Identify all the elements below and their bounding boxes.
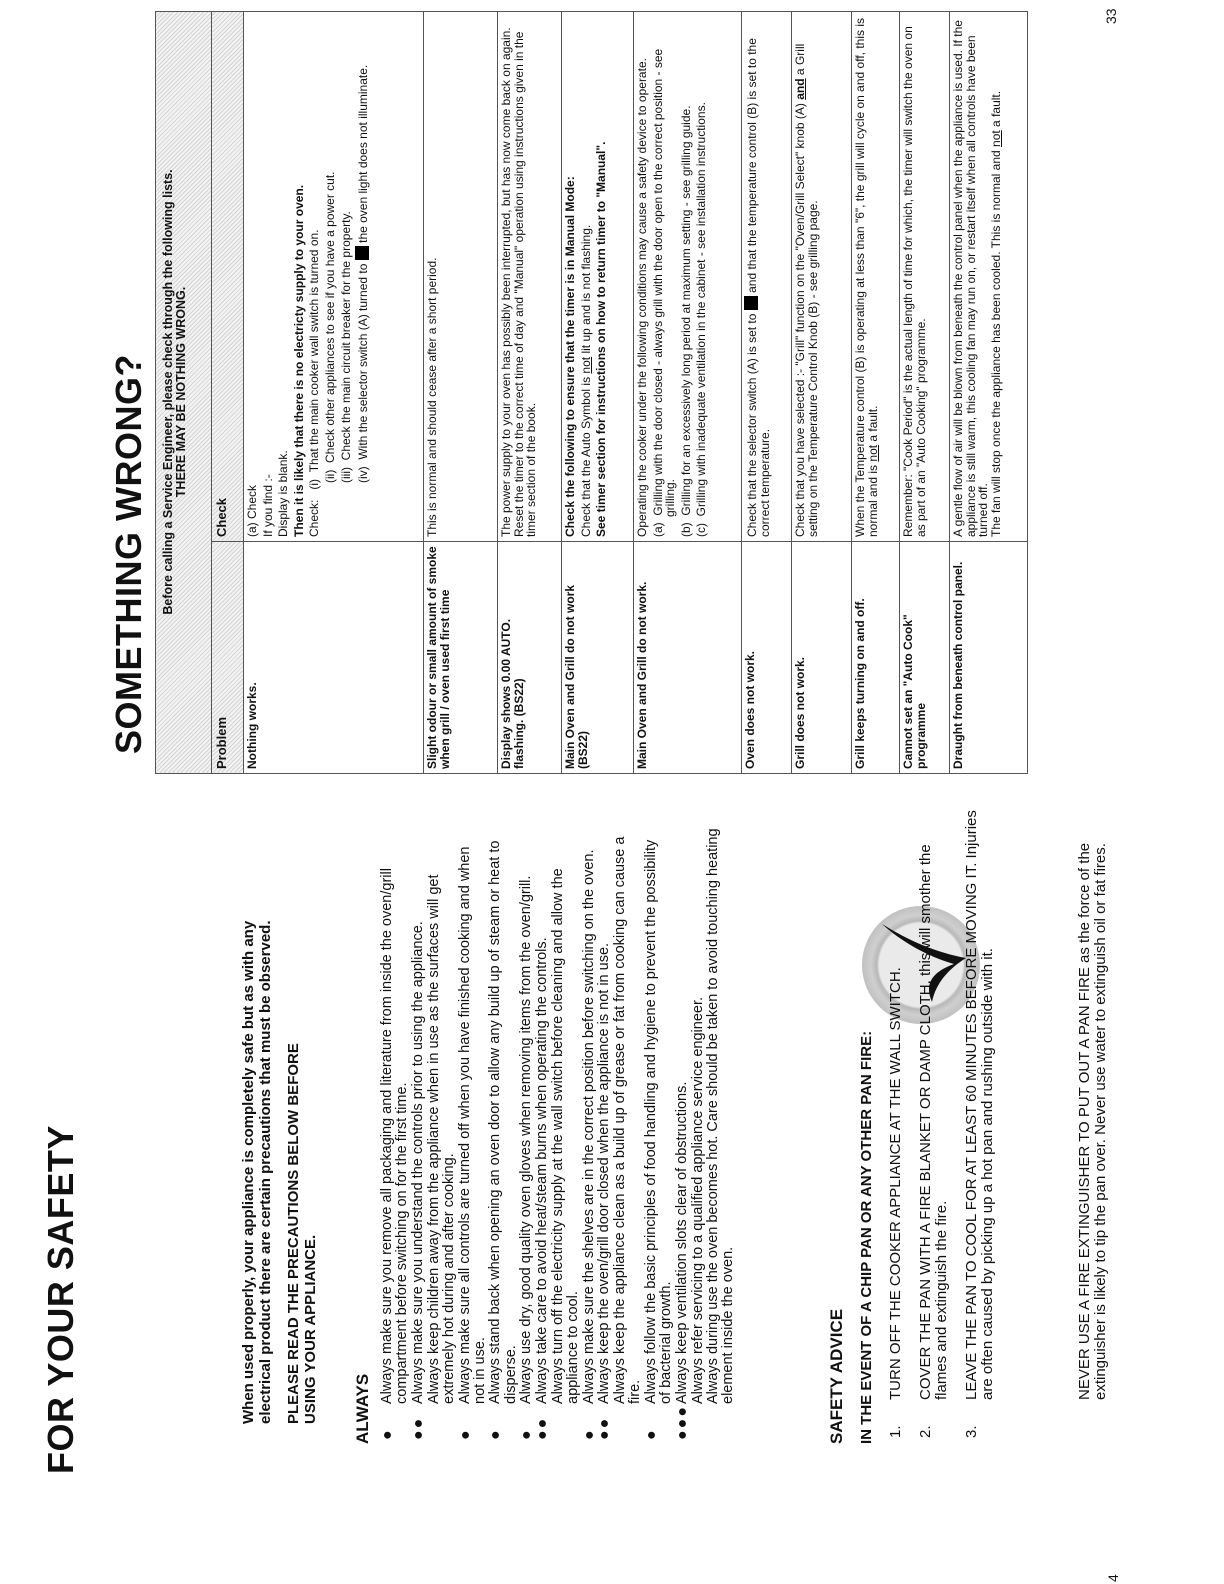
text-run: Always refer servicing to a qualified appliance service engineer. xyxy=(689,996,706,1404)
page-number: 4 xyxy=(1105,1574,1121,1582)
bullet-icon: ●● xyxy=(534,1416,552,1440)
problem-cell: Oven does not work. xyxy=(742,542,792,774)
troubleshooting-table xyxy=(155,11,1028,774)
table-row xyxy=(900,11,950,773)
advice-list xyxy=(888,804,1010,1444)
text-run: Before calling a Service Engineer, please check through the following lists. xyxy=(161,169,175,615)
text-run: Display is blank. xyxy=(276,450,291,537)
text-run: Display shows 0.00 AUTO. xyxy=(499,618,513,769)
text-run: 2. xyxy=(917,1425,934,1438)
list-item xyxy=(458,824,488,1444)
list-item xyxy=(613,824,643,1444)
problem-cell xyxy=(498,542,562,774)
problem-cell: Cannot set an "Auto Cook" programme xyxy=(900,542,950,774)
problem-cell: Main Oven and Grill do not work (BS22) xyxy=(562,542,634,774)
text-run: (a) Check xyxy=(245,484,259,537)
text-run: Check that you have selected :- "Grill" function on the "Oven/Grill Select" knob (A) xyxy=(793,103,807,537)
list-item xyxy=(488,824,518,1444)
text-run: Check the following to ensure that the timer is in Manual Mode: xyxy=(563,176,577,537)
text-run: Always keep children away from the appliance when in use as the surfaces will get extremely hot during and after cooking. xyxy=(425,874,457,1404)
text-run: Grilling with inadequate ventilation in the cabinet - see installation instructions. xyxy=(694,102,709,517)
table-header xyxy=(212,11,244,773)
text-run: a fault. xyxy=(865,405,880,442)
table-row xyxy=(424,11,498,773)
check-cell: The power supply to your oven has possibly been interrupted, but has now come back on again. Reset the timer to the correct time of day and "Manual" operation using instructions given in the timer section of the book. xyxy=(498,11,562,541)
oven-light-symbol-icon xyxy=(744,296,758,310)
troubleshooting-title: SOMETHING WRONG? xyxy=(108,354,149,754)
text-run: Always make sure you remove all packaging and literature from inside the oven/grill compartment before switching on for the first time. xyxy=(379,868,411,1404)
always-list xyxy=(380,824,737,1444)
text-run: Always keep the oven/grill door closed when the appliance is not in use. xyxy=(596,942,613,1404)
table-row xyxy=(244,11,424,773)
check-cell: This is normal and should cease after a short period. xyxy=(424,11,498,541)
list-item xyxy=(427,824,457,1444)
text-run: Always during use the oven becomes hot. Care should be taken to avoid touching heating element inside the oven. xyxy=(705,828,737,1404)
always-heading: ALWAYS xyxy=(353,1373,372,1444)
table-row xyxy=(792,11,852,773)
bullet-icon: ● xyxy=(456,1428,474,1440)
text-run: a Grill setting on the Temperature Control Knob (B) - see grilling page. xyxy=(793,43,820,537)
text-run: not xyxy=(865,444,880,462)
text-run: Always use dry, good quality oven gloves when removing items from the oven/grill. xyxy=(518,875,535,1404)
text-run: Check that the Auto Symbol is xyxy=(578,376,593,537)
text-run: TURN OFF THE COOKER APPLIANCE AT THE WALL SWITCH. xyxy=(887,967,904,1400)
text-run: (ii) xyxy=(322,469,337,483)
bullet-icon: ●● xyxy=(409,1416,427,1440)
text-run: Then it is likely that there is no electricty supply to your oven. xyxy=(291,184,306,537)
text-run: Check that the selector switch (A) is set to xyxy=(745,313,759,537)
text-run: With the selector switch (A) turned to xyxy=(356,263,371,460)
check-cell xyxy=(244,11,424,541)
text-run: COVER THE PAN WITH A FIRE BLANKET OR DAMP CLOTH, this will smother the flames and extinguish the fire. xyxy=(917,844,950,1400)
text-run: 3. xyxy=(963,1425,980,1438)
column-header-check: Check xyxy=(212,11,244,541)
list-item xyxy=(675,824,690,1444)
extinguisher-warning: NEVER USE A FIRE EXTINGUISHER TO PUT OUT A PAN FIRE as the force of the extinguisher is likely to tip the pan over. Never use water to extinguish oil or fat fires. xyxy=(1076,842,1109,1400)
pan-fire-heading: IN THE EVENT OF A CHIP PAN OR ANY OTHER PAN FIRE: xyxy=(858,1030,875,1444)
safety-advice-heading: SAFETY ADVICE xyxy=(827,1308,846,1444)
bullet-icon: ● xyxy=(580,1428,598,1440)
text-run: That the main cooker wall switch is turned on. xyxy=(307,229,322,473)
problem-cell: Slight odour or small amount of smoke when grill / oven used first time xyxy=(424,542,498,774)
table-banner xyxy=(156,11,212,773)
list-item xyxy=(888,804,904,1444)
text-run: Always keep ventilation slots clear of obstructions. xyxy=(673,1081,690,1404)
oven-light-symbol-icon xyxy=(355,246,369,260)
precaution-note: PLEASE READ THE PRECAUTIONS BELOW BEFORE USING YOUR APPLIANCE. xyxy=(285,1043,319,1424)
problem-cell: Nothing works. xyxy=(244,542,424,774)
table-row xyxy=(742,11,792,773)
safety-title: FOR YOUR SAFETY xyxy=(40,1125,81,1474)
text-run: not xyxy=(988,130,1003,147)
text-run: 1. xyxy=(887,1425,904,1438)
text-run: (a) xyxy=(650,522,665,537)
table-row xyxy=(498,11,562,773)
table-row xyxy=(852,11,900,773)
text-run: A gentle flow of air will be blown from beneath the control panel when the appliance is used. If the appliance is still warm, this cooling fan may run on, or restart itself when all controls have been turned off. xyxy=(951,20,991,537)
list-item xyxy=(519,824,534,1444)
check-cell: Remember: "Cook Period" is the actual length of time for which, the timer will switch the oven on as part of an "Auto Cooking" programme. xyxy=(900,11,950,541)
problem-cell: Grill does not work. xyxy=(792,542,852,774)
text-run: Always take care to avoid heat/steam burns when operating the controls. xyxy=(534,937,551,1404)
text-run: (iv) xyxy=(356,466,371,483)
text-run: Always stand back when opening an oven door to allow any build up of steam or heat to disperse. xyxy=(487,840,519,1404)
check-cell xyxy=(562,11,634,541)
problem-cell: Grill keeps turning on and off. xyxy=(852,542,900,774)
column-header-problem: Problem xyxy=(212,542,244,774)
text-run: (iii) xyxy=(338,467,353,483)
text-run: Always make sure you understand the controls prior to using the appliance. xyxy=(409,921,426,1404)
list-item xyxy=(706,824,736,1444)
text-run: a fault. xyxy=(988,90,1003,127)
list-item xyxy=(535,824,550,1444)
list-item xyxy=(380,824,410,1444)
safety-intro: When used properly, your appliance is completely safe but as with any electrical product there are certain precautions that must be observed. xyxy=(240,920,274,1424)
list-item xyxy=(411,824,426,1444)
check-cell xyxy=(792,11,852,541)
text-run: Always keep the appliance clean as a build up of grease or fat from cooking can cause a fire. xyxy=(612,836,644,1404)
list-item xyxy=(582,824,597,1444)
text-run: Operating the cooker under the following conditions may cause a safety device to operate. xyxy=(635,58,649,537)
text-run: Grilling with the door closed - always grill with the door open to the correct position - see grilling. xyxy=(650,48,678,517)
check-cell xyxy=(852,11,900,541)
list-item xyxy=(551,824,581,1444)
bullet-icon: ● xyxy=(379,1428,396,1440)
bullet-icon: ● xyxy=(487,1428,505,1440)
text-run: LEAVE THE PAN TO COOL FOR AT LEAST 60 MINUTES BEFORE MOVING IT. Injuries are often caused by picking up a hot pan and rushing outside with it. xyxy=(963,810,996,1400)
bullet-icon: ● xyxy=(518,1428,536,1440)
text-run: Always follow the basic principles of food handling and hygiene to prevent the possibility of bacterial growth. xyxy=(642,839,675,1404)
text-run: flashing. (BS22) xyxy=(511,678,526,769)
list-item xyxy=(597,824,612,1444)
text-run: and that the temperature control (B) is set to the correct temperature. xyxy=(745,38,772,537)
text-run: (b) xyxy=(678,522,693,537)
text-run: The fan will stop once the appliance has been cooled. This is normal and xyxy=(988,150,1003,537)
text-run: the oven light does not illuminate. xyxy=(356,64,371,243)
text-run: Always turn off the electricity supply at the wall switch before cleaning and allow the appliance to cool. xyxy=(549,868,581,1404)
text-run: Check: xyxy=(307,499,322,537)
bullet-icon: ● xyxy=(642,1428,660,1440)
check-cell xyxy=(634,11,742,541)
list-item xyxy=(918,804,950,1444)
text-run: (c) xyxy=(694,523,709,537)
bullet-icon: ●● xyxy=(596,1416,614,1440)
list-item xyxy=(964,804,996,1444)
problem-cell: Main Oven and Grill do not work. xyxy=(634,542,742,774)
text-run: Check the main circuit breaker for the property. xyxy=(338,211,353,461)
list-item xyxy=(644,824,674,1444)
safety-page xyxy=(0,794,1224,1584)
problem-cell: Draught from beneath control panel. xyxy=(950,542,1028,774)
list-item xyxy=(691,824,706,1444)
table-row xyxy=(950,11,1028,773)
text-run: Check other appliances to see if you have a power cut. xyxy=(322,171,337,463)
text-run: Always make sure all controls are turned off when you have finished cooking and when not in use. xyxy=(456,846,488,1404)
text-run: not xyxy=(578,356,593,374)
text-run: See timer section for instructions on how to return timer to "Manual". xyxy=(594,141,609,537)
page-number: 33 xyxy=(1103,8,1119,24)
text-run: If you find :- xyxy=(260,474,275,537)
text-run: (i) xyxy=(307,478,322,490)
bullet-icon: ●●● xyxy=(673,1405,691,1440)
text-run: lit up and is not flashing. xyxy=(578,224,593,354)
table-row xyxy=(634,11,742,773)
text-run: and xyxy=(793,78,807,100)
table-row xyxy=(562,11,634,773)
text-run: THERE MAY BE NOTHING WRONG. xyxy=(173,286,188,498)
text-run: When the Temperature control (B) is operating at less than "6", the grill will cycle on and off, this is normal and is xyxy=(853,18,880,537)
check-cell xyxy=(950,11,1028,541)
text-run: Grilling for an excessively long period at maximum setting - see grilling guide. xyxy=(678,105,693,516)
text-run: Always make sure the shelves are in the correct position before switching on the oven. xyxy=(580,849,597,1404)
check-cell xyxy=(742,11,792,541)
